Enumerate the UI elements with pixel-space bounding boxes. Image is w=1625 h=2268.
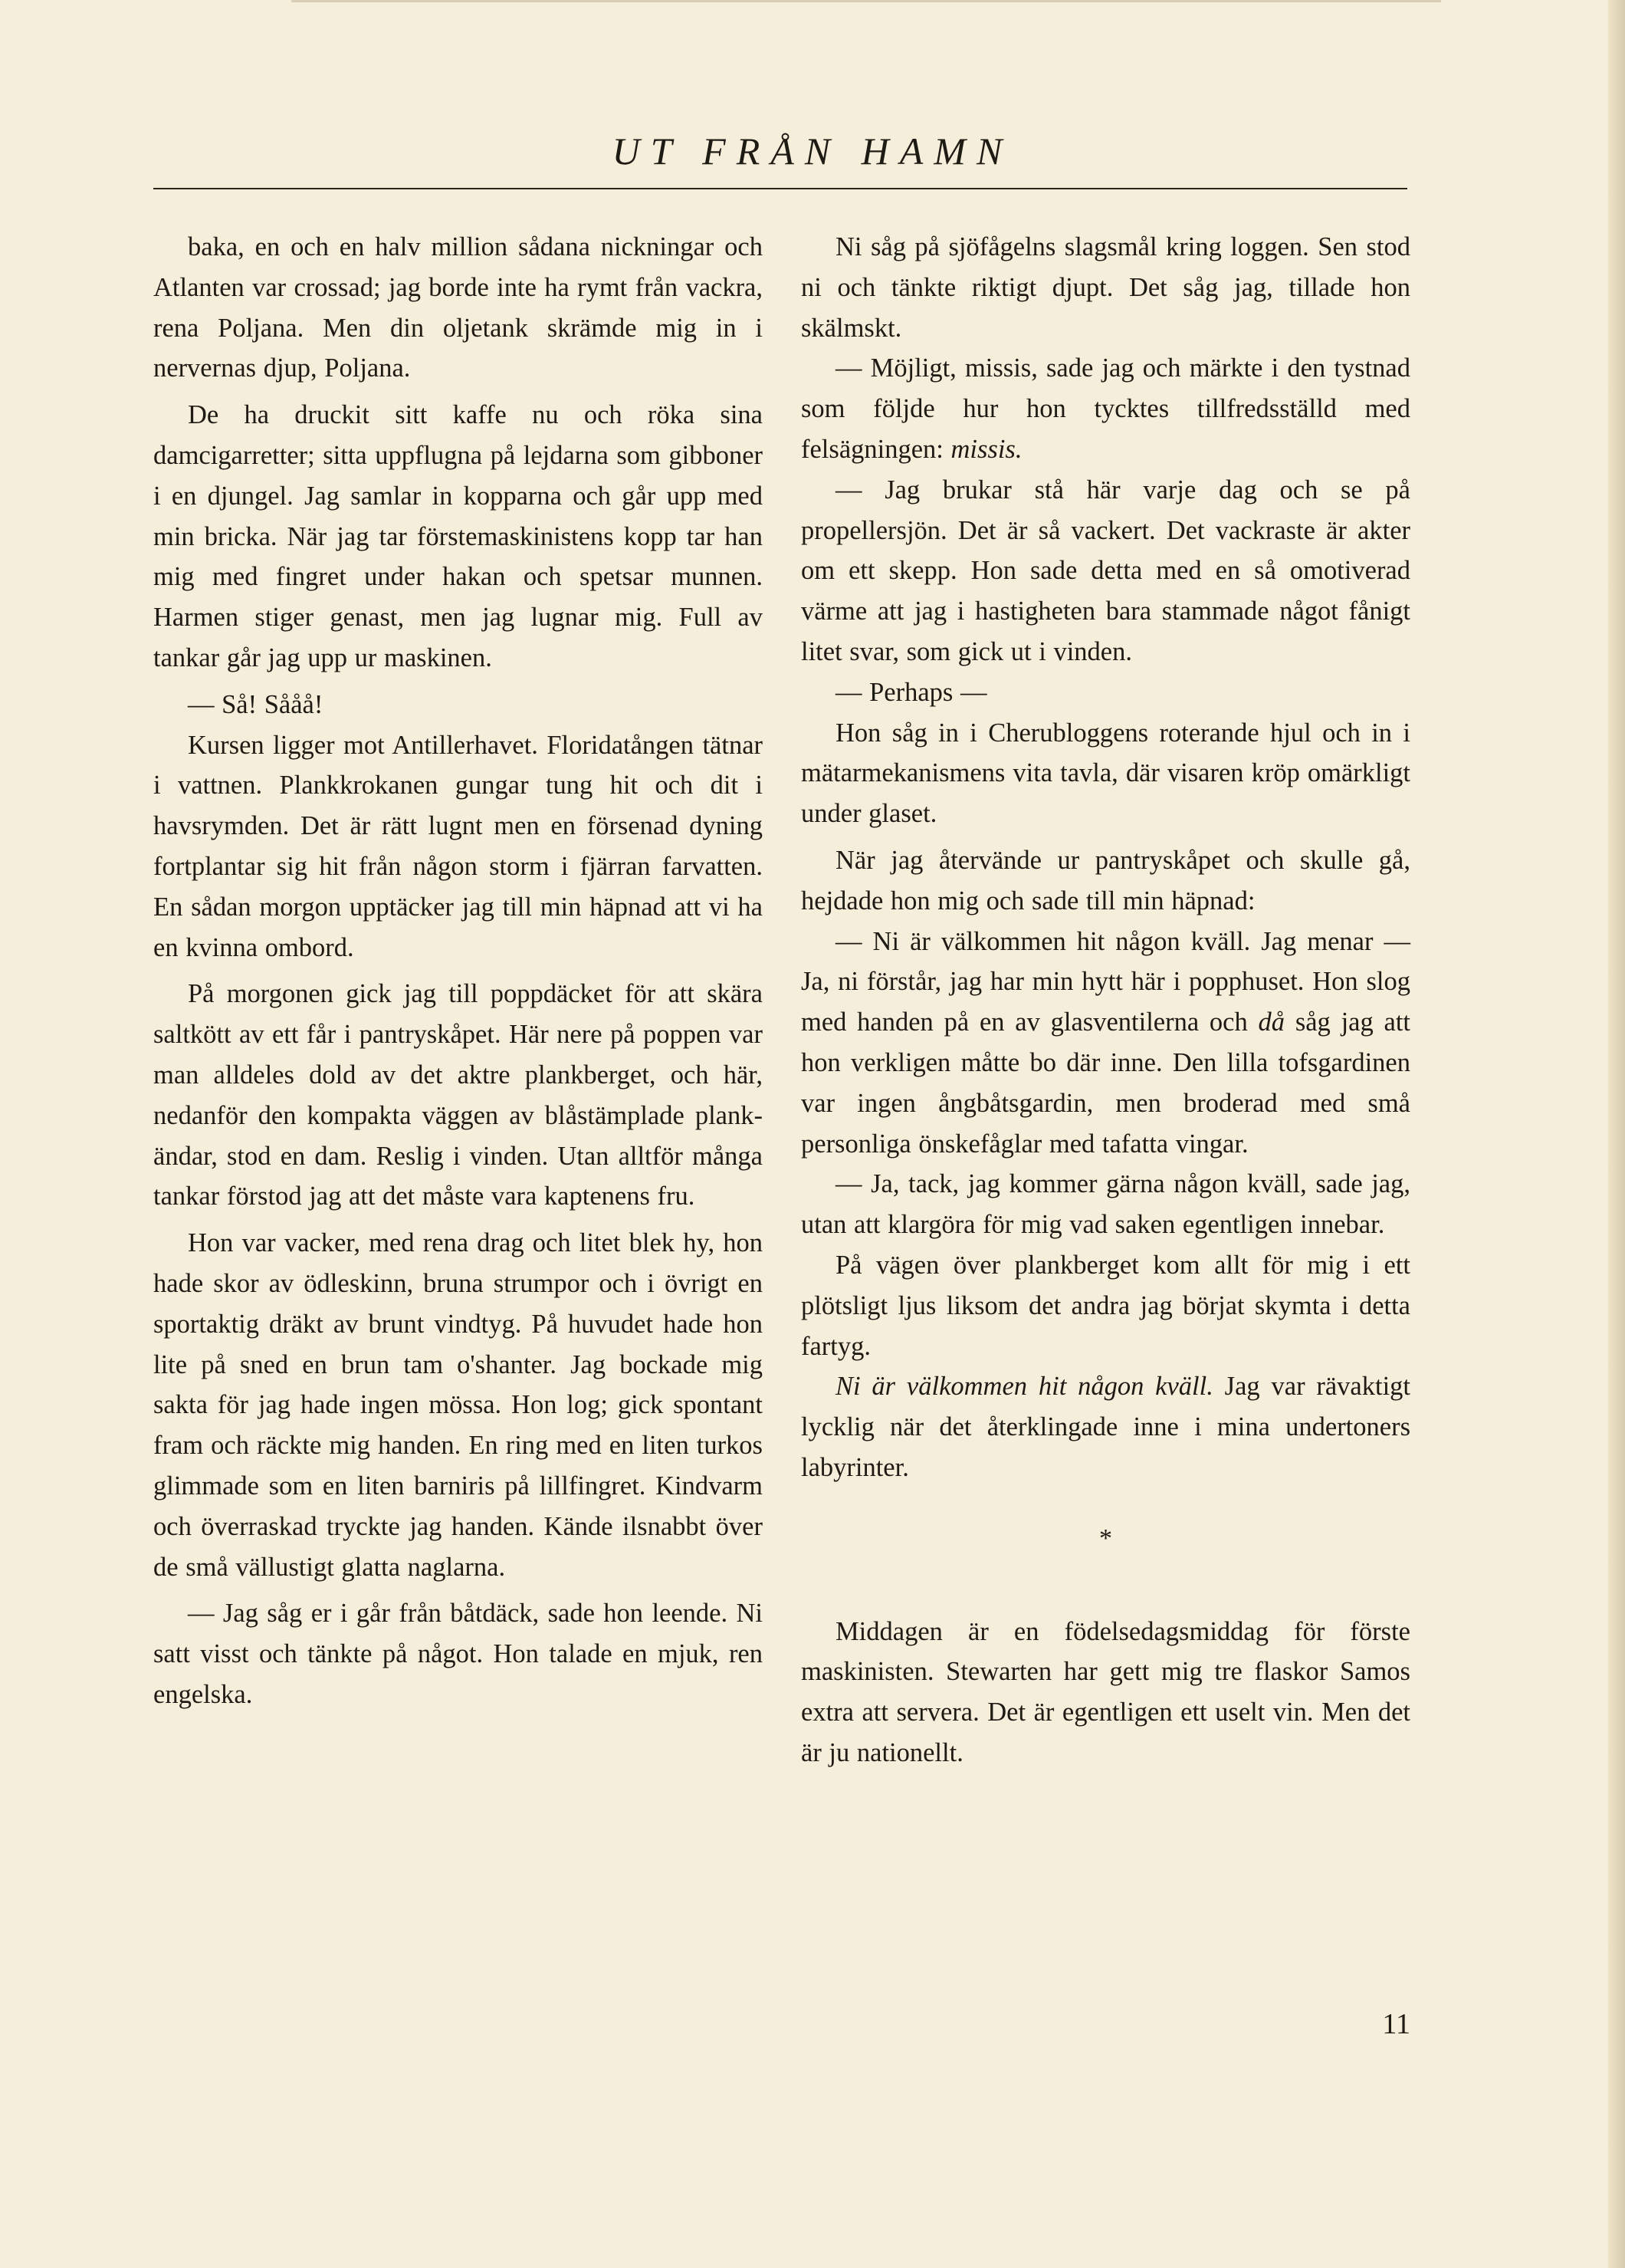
paragraph: Middagen är en födelsedagsmiddag för förste maskinisten. Stewarten har gett mig tre flaskor Samos extra att servera. Det är egentligen ett uselt vin. Men det är ju nationellt. [801, 1616, 1410, 1767]
paragraph: — Perhaps — [835, 677, 987, 707]
paragraph-text: — Möjligt, missis, sade jag och märkte i den tystnad som följde hur hon tycktes tillfredsställd med felsägningen: [801, 353, 1410, 464]
paragraph-text: — Ni är välkommen hit någon kväll. Jag menar — Ja, ni förstår, jag har min hytt här i popphuset. Hon slog med handen på en av glasventilerna och [801, 926, 1410, 1037]
paragraph [801, 922, 1410, 1165]
italic-text: Ni är välkommen hit någon kväll. [835, 1372, 1213, 1402]
paragraph: De ha druckit sitt kaffe nu och röka sina damcigarretter; sitta uppflugna på lejdarna som gibboner i en djungel. Jag samlar in kopparna och går upp med min bricka. När jag tar förstemaskinistens kopp tar han mig med fingret under hakan och spetsar munnen. Harmen stiger genast, men jag lugnar mig. Full av tankar går jag upp ur maskinen. [153, 400, 763, 672]
paragraph: — Jag såg er i går från båtdäck, sade hon leende. Ni satt visst och tänkte på något. Hon talade en mjuk, ren engelska. [153, 1599, 763, 1709]
page-right-edge [1608, 0, 1625, 2268]
paragraph: Kursen ligger mot Antillerhavet. Floridatången tätnar i vattnen. Plankkrokanen gungar tung hit och dit i havsrymden. Det är rätt lugnt men en försenad dyning fortplantar sig hit från någon storm i fjärran farvatten. En sådan morgon upptäcker jag till min häpnad att vi ha en kvinna ombord. [153, 730, 763, 962]
right-column [801, 227, 1410, 1773]
italic-text: missis. [950, 434, 1023, 464]
paragraph: På morgonen gick jag till poppdäcket för att skära saltkött av ett får i pantryskåpet. Här nere på poppen var man alldeles dold av det aktre plankberget, och här, nedanför den kompakta väggen av blåstämplade plankändar, stod en dam. Reslig i vinden. Utan alltför många tankar förstod jag att det måste vara kaptenens fru. [153, 979, 763, 1211]
paragraph: När jag återvände ur pantryskåpet och skulle gå, hejdade hon mig och sade till min häpnad: [801, 845, 1410, 915]
paragraph: — Jag brukar stå här varje dag och se på propellersjön. Det är så vackert. Det vackraste är akter om ett skepp. Hon sade detta med en så omotiverad värme att jag i hastigheten bara stammade något fånigt litet svar, som gick ut i vinden. [801, 475, 1410, 666]
page-edge-scuff [291, 0, 1441, 2]
page-number: 11 [1382, 2008, 1410, 2040]
paragraph: — Ja, tack, jag kommer gärna någon kväll, sade jag, utan att klargöra för mig vad saken egentligen innebar. [801, 1169, 1410, 1240]
paragraph-text: Jag var rävaktigt lycklig när det återklingade inne i mina undertoners labyrinter. [801, 1372, 1410, 1482]
running-head: UT FRÅN HAMN [612, 130, 1013, 173]
section-separator: * [1099, 1524, 1112, 1553]
paragraph: — Så! Sååå! [188, 689, 323, 719]
italic-text: då [1258, 1007, 1285, 1037]
paragraph-text: såg jag att hon verkligen måtte bo där inne. Den lilla tofsgardinen var ingen ångbåtsgardin, men broderad med små personliga önskefåglar med tafatta vingar. [801, 1007, 1411, 1159]
paragraph: baka, en och en halv million sådana nickningar och Atlanten var crossad; jag borde inte ha rymt från vackra, rena Poljana. Men din oljetank skrämde mig in i nervernas djup, Poljana. [153, 232, 763, 383]
left-column [153, 227, 763, 1715]
header-rule [153, 188, 1407, 189]
paragraph: På vägen över plankberget kom allt för mig i ett plötsligt ljus liksom det andra jag börjat skymta i detta fartyg. [801, 1250, 1410, 1361]
paragraph [801, 348, 1410, 469]
paragraph: Ni såg på sjöfågelns slagsmål kring loggen. Sen stod ni och tänkte riktigt djupt. Det såg jag, tillade hon skälmskt. [801, 232, 1410, 343]
paragraph [801, 1366, 1410, 1487]
paragraph: Hon var vacker, med rena drag och litet blek hy, hon hade skor av ödleskinn, bruna strumpor och i övrigt en sportaktig dräkt av brunt vindtyg. På huvudet hade hon lite på sned en brun tam o'shanter. Jag bockade mig sakta för jag hade ingen mössa. Hon log; gick spontant fram och räckte mig handen. En ring med en liten turkos glimmade som en liten barniris på lillfingret. Kindvarm och överraskad tryckte jag handen. Kände ilsnabbt över de små vällustigt glatta naglarna. [153, 1228, 763, 1582]
paragraph: Hon såg in i Cherubloggens roterande hjul och in i mätarmekanismens vita tavla, där visaren kröp omärkligt under glaset. [801, 718, 1410, 829]
